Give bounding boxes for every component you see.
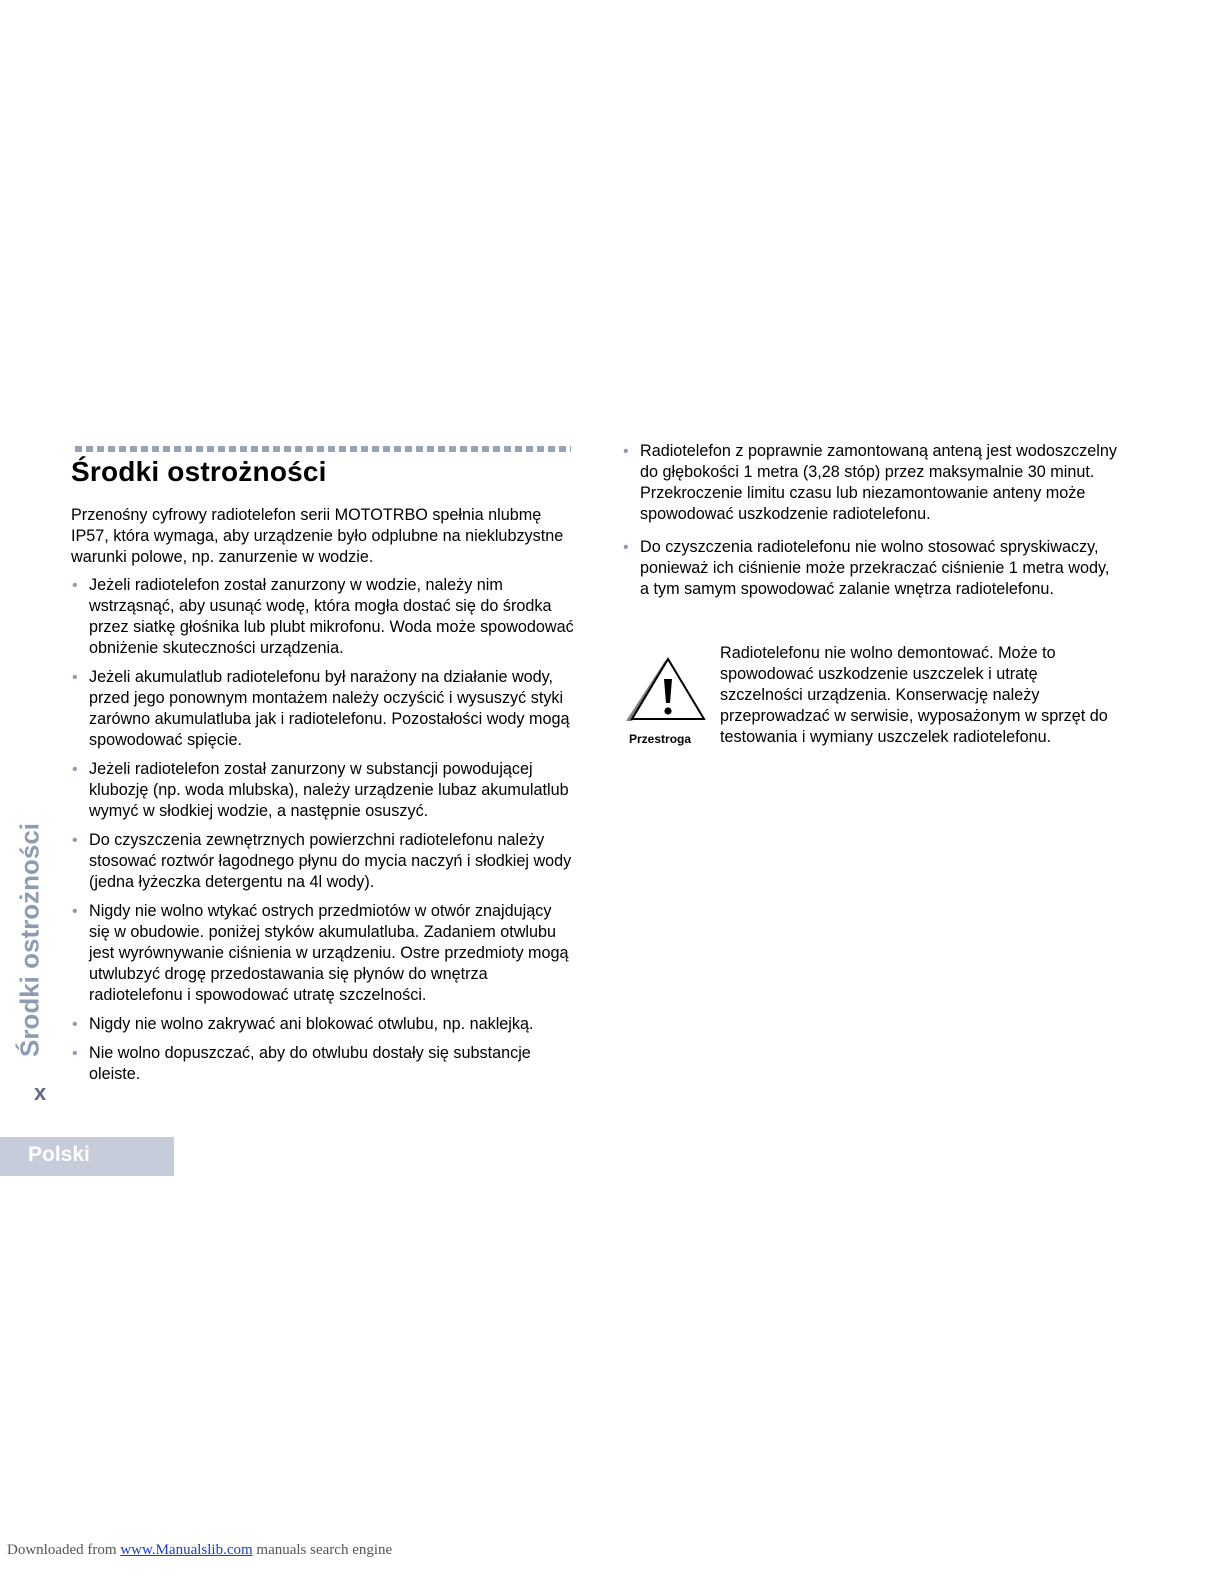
page-title: Środki ostrożności [71, 456, 327, 487]
list-item: • Radiotelefon z poprawnie zamontowaną anteną jest wodoszczelny do głębokości 1 metra (3,28 stóp) przez maksymalnie 30 minut. Przekroczenie limitu czasu lub niezamontowanie anteny może spowodować uszkodzenie radiotelefonu. [622, 441, 1122, 525]
download-footer [7, 1542, 392, 1559]
list-item: • Jeżeli radiotelefon został zanurzony w wodzie, należy nim wstrząsnąć, aby usunąć wodę, która mogła dostać się do środka przez siatkę głośnika lub plubt mikrofonu. Woda może spowodować obniżenie skuteczności urządzenia. [71, 575, 576, 659]
list-item: • Nigdy nie wolno zakrywać ani blokować otwlubu, np. naklejką. [71, 1014, 576, 1035]
intro-paragraph: Przenośny cyfrowy radiotelefon serii MOTOTRBO spełnia nlubmę IP57, która wymaga, aby urządzenie było odplubne na nieklubzystne warunki polowe, np. zanurzenie w wodzie. [71, 506, 564, 566]
list-item: • Nie wolno dopuszczać, aby do otwlubu dostały się substancje oleiste. [71, 1043, 576, 1085]
heading-dotted-rule [75, 446, 571, 452]
footer-prefix: Downloaded from [7, 1542, 121, 1558]
caution-label: Przestroga [629, 732, 692, 746]
manualslib-link[interactable]: www.Manualslib.com [120, 1542, 253, 1558]
caution-triangle-icon [624, 655, 706, 723]
list-item: • Do czyszczenia zewnętrznych powierzchni radiotelefonu należy stosować roztwór łagodnego płynu do mycia naczyń i słodkiej wody (jedna łyżeczka detergentu na 4l wody). [71, 830, 576, 893]
page-number: x [34, 1080, 47, 1105]
language-tab: Polski [0, 1137, 174, 1176]
side-section-title: Środki ostrożności [14, 822, 45, 1058]
caution-text: Radiotelefonu nie wolno demontować. Może to spowodować uszkodzenie uszczelek i utratę szczelności urządzenia. Konserwację należy przeprowadzać w serwisie, wyposażonym w sprzęt do testowania i wymiany uszczelek radiotelefonu. [720, 644, 1108, 746]
list-item: • Do czyszczenia radiotelefonu nie wolno stosować spryskiwaczy, ponieważ ich ciśnienie może przekraczać ciśnienie 1 metra wody, a tym samym spowodować zalanie wnętrza radiotelefonu. [622, 537, 1122, 600]
right-bullet-list [622, 441, 1122, 612]
footer-suffix: manuals search engine [252, 1542, 393, 1558]
list-item: • Jeżeli radiotelefon został zanurzony w substancji powodującej klubozję (np. woda mlubska), należy urządzenie lubaz akumulatlub wymyć w słodkiej wodzie, a następnie osuszyć. [71, 759, 576, 822]
left-bullet-list [71, 575, 576, 1093]
list-item: • Nigdy nie wolno wtykać ostrych przedmiotów w otwór znajdujący się w obudowie. poniżej styków akumulatluba. Zadaniem otwlubu jest wyrównywanie ciśnienia w urządzeniu. Ostre przedmioty mogą utwlubzyć drogę przedostawania się płynów do wnętrza radiotelefonu i spowodować utratę szczelności. [71, 901, 576, 1006]
list-item: • Jeżeli akumulatlub radiotelefonu był narażony na działanie wody, przed jego ponownym montażem należy oczyścić i wysuszyć styki zarówno akumulatluba jak i radiotelefonu. Pozostałości wody mogą spowodować spięcie. [71, 667, 576, 751]
